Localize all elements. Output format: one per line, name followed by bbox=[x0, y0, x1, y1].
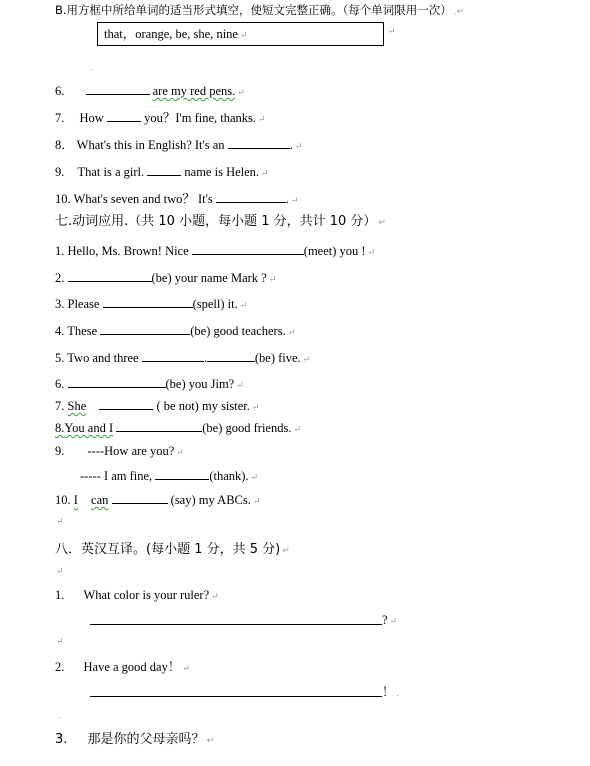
verb-item-7: 7. She ( be not) my sister. ↵ bbox=[55, 399, 260, 413]
verb-item-9: 9. ----How are you? ↵ bbox=[55, 444, 184, 458]
verb-item-9-response: ----- I am fine, (thank). ↵ bbox=[80, 469, 259, 483]
fill-item-9: 9. That is a girl. name is Helen. ↵ bbox=[55, 165, 269, 179]
answer-blank[interactable] bbox=[68, 375, 166, 388]
verb-item-1: 1. Hello, Ms. Brown! Nice (meet) you ! ↵ bbox=[55, 244, 376, 258]
answer-blank[interactable] bbox=[116, 419, 202, 432]
translate-item-3: 3. 那是你的父母亲吗？ ↵ bbox=[55, 732, 215, 747]
verb-item-6: 6. (be) you Jim? ↵ bbox=[55, 377, 244, 391]
answer-blank[interactable] bbox=[207, 349, 255, 362]
verb-item-3: 3. Please (spell) it. ↵ bbox=[55, 297, 248, 311]
paragraph-mark: ↵ bbox=[56, 566, 64, 576]
fill-item-10: 10. What's seven and two？ It's . ↵ bbox=[55, 192, 299, 206]
translate-item-2: 2. Have a good day！ ↵ bbox=[55, 660, 190, 674]
answer-blank[interactable] bbox=[142, 349, 204, 362]
answer-blank[interactable] bbox=[192, 242, 304, 255]
answer-line-1[interactable] bbox=[90, 624, 382, 625]
section-7-title: 七.动词应用.（共 10 小题，每小题 1 分，共计 10 分） ↵ bbox=[55, 214, 386, 229]
part-b-instruction: B.用方框中所给单词的适当形式填空，使短文完整正确。（每个单词限用一次） .↵ bbox=[55, 3, 465, 17]
verb-item-2: 2. (be) your name Mark ? ↵ bbox=[55, 271, 277, 285]
answer-blank[interactable] bbox=[103, 295, 193, 308]
verb-item-4: 4. These (be) good teachers. ↵ bbox=[55, 324, 296, 338]
answer-blank[interactable] bbox=[68, 269, 152, 282]
answer-blank[interactable] bbox=[112, 491, 168, 504]
answer-blank[interactable] bbox=[86, 82, 150, 95]
answer-blank[interactable] bbox=[155, 467, 209, 480]
answer-blank[interactable] bbox=[228, 136, 290, 149]
answer-blank[interactable] bbox=[147, 163, 181, 176]
paragraph-mark: ↵ bbox=[56, 636, 64, 646]
answer-blank[interactable] bbox=[216, 190, 286, 203]
answer-line-1-end: ? ↵ bbox=[382, 613, 398, 627]
answer-blank[interactable] bbox=[100, 322, 190, 335]
box-paragraph-mark: ↵ bbox=[388, 26, 396, 36]
fill-item-8: 8． What's this in English? It's an . ↵ bbox=[55, 138, 303, 152]
verb-item-8: 8.You and I (be) good friends. ↵ bbox=[55, 421, 302, 435]
fill-item-6: 6. are my red pens. ↵ bbox=[55, 84, 245, 98]
fill-item-7: 7. How you？I'm fine, thanks. ↵ bbox=[55, 111, 266, 125]
verb-item-10: 10. I can (say) my ABCs. ↵ bbox=[55, 493, 261, 507]
section-8-title: 八．英汉互译。(每小题 1 分，共 5 分) ↵ bbox=[55, 542, 290, 557]
paragraph-dot: . bbox=[58, 710, 61, 720]
paragraph-dot: . bbox=[90, 62, 93, 72]
translate-item-1: 1. What color is your ruler? ↵ bbox=[55, 588, 219, 602]
answer-blank[interactable] bbox=[99, 397, 153, 410]
answer-line-2[interactable] bbox=[90, 696, 382, 697]
answer-blank[interactable] bbox=[107, 109, 141, 122]
verb-item-5: 5. Two and three . (be) five. ↵ bbox=[55, 351, 311, 365]
paragraph-mark: ↵ bbox=[56, 516, 64, 526]
answer-line-2-end: ！ . bbox=[382, 685, 399, 699]
word-box: that，orange, be, she, nine ↵ bbox=[97, 22, 384, 46]
